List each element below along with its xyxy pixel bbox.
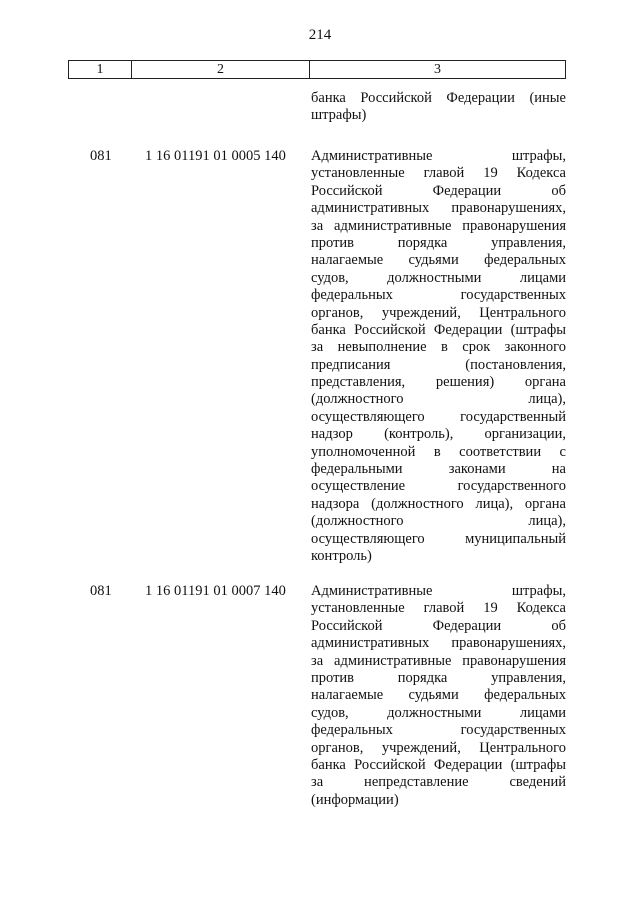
description-line: (должностного лица),: [311, 513, 566, 530]
description-line: осуществляющего муниципальный: [311, 530, 566, 547]
description-line: Российской Федерации об: [311, 182, 566, 199]
description-line: административных правонарушениях,: [311, 200, 566, 217]
kbk-code: 1 16 01191 01 0005 140: [145, 148, 286, 164]
table-header: [68, 60, 566, 79]
description-line: налагаемые судьями федеральных: [311, 252, 566, 269]
description-line: за административные правонарушения: [311, 652, 566, 669]
description-line: органов, учреждений, Центрального: [311, 739, 566, 756]
description-line: осуществление государственного: [311, 478, 566, 495]
description-line: налагаемые судьями федеральных: [311, 687, 566, 704]
description-line: установленные главой 19 Кодекса: [311, 165, 566, 182]
description-line: федеральных государственных: [311, 722, 566, 739]
description-line: (информации): [311, 791, 399, 808]
header-col-2: 2: [132, 61, 310, 78]
description-line: судов, должностными лицами: [311, 269, 566, 286]
description-line: органов, учреждений, Центрального: [311, 304, 566, 321]
header-col-3: 3: [434, 62, 441, 77]
description-line: штрафы): [311, 107, 367, 124]
description-line: за непредставление сведений: [311, 774, 566, 791]
description-line: федеральных государственных: [311, 287, 566, 304]
description-line: осуществляющего государственный: [311, 408, 566, 425]
description-line: против порядка управления,: [311, 669, 566, 686]
description-line: предписания (постановления,: [311, 356, 566, 373]
description-line: банка Российской Федерации (штрафы: [311, 756, 566, 773]
header-col-1: 1: [69, 61, 132, 78]
continued-description: [311, 90, 566, 125]
admin-code: 081: [90, 148, 112, 164]
description-line: Российской Федерации об: [311, 617, 566, 634]
description-line: надзора (должностного лица), органа: [311, 495, 566, 512]
description-line: контроль): [311, 547, 372, 564]
description-line: Административные штрафы,: [311, 148, 566, 164]
row-description: [311, 148, 566, 565]
row-description: [311, 583, 566, 809]
admin-code: 081: [90, 583, 112, 599]
description-line: (должностного лица),: [311, 391, 566, 408]
description-line: банка Российской Федерации (иные: [311, 90, 566, 106]
description-line: представления, решения) органа: [311, 374, 566, 391]
description-line: административных правонарушениях,: [311, 635, 566, 652]
description-line: уполномоченной в соответствии с: [311, 443, 566, 460]
description-line: надзор (контроль), организации,: [311, 426, 566, 443]
description-line: за невыполнение в срок законного: [311, 339, 566, 356]
kbk-code: 1 16 01191 01 0007 140: [145, 583, 286, 599]
page-number: 214: [308, 27, 332, 43]
description-line: установленные главой 19 Кодекса: [311, 600, 566, 617]
description-line: судов, должностными лицами: [311, 704, 566, 721]
description-line: против порядка управления,: [311, 234, 566, 251]
description-line: Административные штрафы,: [311, 583, 566, 599]
description-line: банка Российской Федерации (штрафы: [311, 321, 566, 338]
description-line: за административные правонарушения: [311, 217, 566, 234]
description-line: федеральными законами на: [311, 461, 566, 478]
